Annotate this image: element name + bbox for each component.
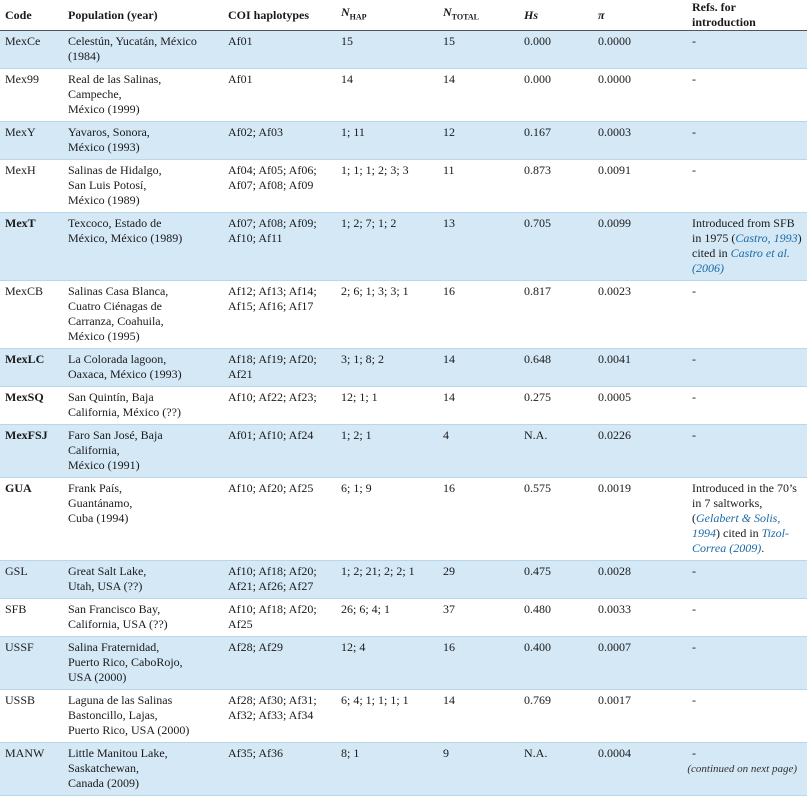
cell-population (63, 349, 223, 387)
cell-nhap: 1; 11 (336, 122, 438, 160)
cell-pi: 0.0226 (593, 425, 687, 478)
cell-ntotal: 11 (438, 160, 519, 213)
cell-population-line: Yavaros, Sonora, (68, 125, 150, 139)
header-nhap-main: N (341, 5, 350, 20)
cell-population (63, 31, 223, 69)
cell-population-line: México (1989) (68, 193, 140, 207)
table-row (0, 637, 807, 690)
cell-hs: 0.705 (519, 213, 593, 281)
cell-code: SFB (0, 599, 63, 637)
citation-link[interactable]: Castro et al. (2006) (692, 246, 790, 275)
cell-ntotal: 16 (438, 281, 519, 349)
header-refs: Refs. for introduction (687, 0, 807, 31)
cell-pi: 0.0000 (593, 31, 687, 69)
cell-code: MexCB (0, 281, 63, 349)
cell-refs (687, 213, 807, 281)
cell-coi-line: Af02; Af03 (228, 125, 283, 139)
cell-coi-line: Af12; Af13; Af14; (228, 284, 317, 298)
cell-hs: 0.275 (519, 387, 593, 425)
table-row (0, 478, 807, 561)
cell-pi: 0.0028 (593, 561, 687, 599)
ref-text: - (692, 352, 696, 366)
cell-coi (223, 31, 336, 69)
ref-text: - (692, 163, 696, 177)
cell-population-line: México (1999) (68, 102, 140, 116)
cell-coi-line: Af07; Af08; Af09; (228, 216, 317, 230)
cell-pi: 0.0003 (593, 122, 687, 160)
cell-ntotal: 37 (438, 599, 519, 637)
cell-ntotal: 15 (438, 31, 519, 69)
cell-refs (687, 561, 807, 599)
ref-text: - (692, 125, 696, 139)
cell-population-line: Utah, USA (??) (68, 579, 143, 593)
cell-nhap: 1; 2; 21; 2; 2; 1 (336, 561, 438, 599)
cell-nhap: 1; 1; 1; 2; 3; 3 (336, 160, 438, 213)
cell-pi: 0.0023 (593, 281, 687, 349)
cell-refs (687, 690, 807, 743)
cell-ntotal: 14 (438, 349, 519, 387)
cell-refs (687, 69, 807, 122)
ref-text: - (692, 746, 696, 760)
cell-hs: 0.480 (519, 599, 593, 637)
cell-population-line: Faro San José, Baja (68, 428, 163, 442)
cell-population (63, 743, 223, 796)
table-row (0, 387, 807, 425)
cell-code: MANW (0, 743, 63, 796)
cell-population-line: Frank País, (68, 481, 122, 495)
cell-population-line: Canada (2009) (68, 776, 139, 790)
cell-population-line: San Luis Potosí, (68, 178, 147, 192)
cell-hs: 0.769 (519, 690, 593, 743)
cell-nhap: 3; 1; 8; 2 (336, 349, 438, 387)
header-hs (519, 0, 593, 31)
cell-ntotal: 16 (438, 478, 519, 561)
cell-hs: N.A. (519, 425, 593, 478)
header-nhap (336, 0, 438, 31)
cell-population-line: Little Manitou Lake, (68, 746, 168, 760)
cell-coi-line: Af01 (228, 34, 253, 48)
ref-text: - (692, 72, 696, 86)
table-row (0, 743, 807, 796)
cell-coi-line: Af10; Af18; Af20; (228, 564, 317, 578)
cell-population (63, 387, 223, 425)
cell-population-line: San Francisco Bay, (68, 602, 161, 616)
cell-nhap: 8; 1 (336, 743, 438, 796)
cell-population (63, 599, 223, 637)
cell-population-line: Puerto Rico, USA (2000) (68, 723, 190, 737)
cell-population-line: Great Salt Lake, (68, 564, 147, 578)
cell-hs: 0.400 (519, 637, 593, 690)
cell-ntotal: 16 (438, 637, 519, 690)
cell-code: MexH (0, 160, 63, 213)
cell-ntotal: 14 (438, 69, 519, 122)
cell-code: MexT (0, 213, 63, 281)
cell-nhap: 14 (336, 69, 438, 122)
cell-nhap: 12; 4 (336, 637, 438, 690)
cell-coi (223, 213, 336, 281)
cell-population-line: Salina Fraternidad, (68, 640, 160, 654)
ref-text: - (692, 602, 696, 616)
ref-text: - (692, 284, 696, 298)
cell-refs (687, 122, 807, 160)
cell-coi-line: Af28; Af30; Af31; (228, 693, 317, 707)
cell-code: GUA (0, 478, 63, 561)
cell-coi-line: Af07; Af08; Af09 (228, 178, 314, 192)
table-row (0, 122, 807, 160)
cell-population-line: México (1991) (68, 458, 140, 472)
cell-population-line: Salinas de Hidalgo, (68, 163, 162, 177)
ref-text: ) cited in (692, 231, 802, 260)
cell-hs: 0.000 (519, 69, 593, 122)
cell-pi: 0.0005 (593, 387, 687, 425)
table-row (0, 213, 807, 281)
cell-population-line: Bastoncillo, Lajas, (68, 708, 158, 722)
cell-population (63, 160, 223, 213)
cell-coi-line: Af04; Af05; Af06; (228, 163, 317, 177)
ref-text: Introduced from SFB in 1975 ( (692, 216, 795, 245)
cell-hs: N.A. (519, 743, 593, 796)
cell-population (63, 213, 223, 281)
cell-population (63, 122, 223, 160)
cell-refs (687, 281, 807, 349)
cell-coi-line: Af18; Af19; Af20; (228, 352, 317, 366)
cell-population-line: Texcoco, Estado de (68, 216, 162, 230)
ref-text: - (692, 640, 696, 654)
cell-nhap: 1; 2; 7; 1; 2 (336, 213, 438, 281)
cell-population-line: Celestún, Yucatán, México (68, 34, 197, 48)
cell-population-line: Guantánamo, (68, 496, 133, 510)
ref-text: ) cited in (716, 526, 762, 540)
cell-pi: 0.0041 (593, 349, 687, 387)
cell-coi-line: Af10; Af18; Af20; (228, 602, 317, 616)
cell-population (63, 690, 223, 743)
cell-population-line: USA (2000) (68, 670, 127, 684)
ref-text: - (692, 390, 696, 404)
cell-code: USSF (0, 637, 63, 690)
cell-refs (687, 425, 807, 478)
cell-coi (223, 561, 336, 599)
header-coi: COI haplotypes (223, 0, 336, 31)
table-row (0, 31, 807, 69)
cell-population-line: Real de las Salinas, (68, 72, 162, 86)
cell-pi: 0.0000 (593, 69, 687, 122)
cell-refs (687, 599, 807, 637)
cell-coi (223, 122, 336, 160)
cell-population-line: Campeche, (68, 87, 122, 101)
cell-coi (223, 637, 336, 690)
cell-population (63, 69, 223, 122)
cell-coi-line: Af10; Af11 (228, 231, 283, 245)
cell-population-line: México (1993) (68, 140, 140, 154)
cell-population-line: La Colorada lagoon, (68, 352, 167, 366)
cell-coi (223, 690, 336, 743)
cell-coi-line: Af10; Af22; Af23; (228, 390, 317, 404)
cell-coi (223, 599, 336, 637)
table-row (0, 561, 807, 599)
cell-population (63, 281, 223, 349)
ref-text: . (761, 541, 765, 555)
cell-ntotal: 14 (438, 690, 519, 743)
cell-coi (223, 387, 336, 425)
ref-text: - (692, 428, 696, 442)
cell-population-line: México (1995) (68, 329, 140, 343)
cell-refs (687, 160, 807, 213)
cell-refs (687, 387, 807, 425)
ref-text: - (692, 34, 696, 48)
cell-code: MexFSJ (0, 425, 63, 478)
cell-nhap: 1; 2; 1 (336, 425, 438, 478)
cell-coi-line: Af10; Af20; Af25 (228, 481, 314, 495)
cell-population-line: Puerto Rico, CaboRojo, (68, 655, 183, 669)
cell-population-line: Oaxaca, México (1993) (68, 367, 182, 381)
cell-coi-line: Af35; Af36 (228, 746, 283, 760)
table-row (0, 690, 807, 743)
cell-refs (687, 349, 807, 387)
cell-population-line: Carranza, Coahuila, (68, 314, 164, 328)
cell-coi (223, 349, 336, 387)
table-row (0, 160, 807, 213)
cell-hs: 0.167 (519, 122, 593, 160)
cell-code: Mex99 (0, 69, 63, 122)
cell-coi-line: Af21 (228, 367, 253, 381)
ref-text: Introduced in the 70’s in 7 saltworks, ( (692, 481, 797, 525)
header-pi (593, 0, 687, 31)
cell-code: MexY (0, 122, 63, 160)
cell-coi-line: Af28; Af29 (228, 640, 283, 654)
header-row (0, 0, 807, 31)
cell-code: USSB (0, 690, 63, 743)
cell-coi (223, 69, 336, 122)
cell-code: GSL (0, 561, 63, 599)
cell-code: MexSQ (0, 387, 63, 425)
cell-coi (223, 160, 336, 213)
table-row (0, 69, 807, 122)
table-row (0, 281, 807, 349)
cell-nhap: 6; 4; 1; 1; 1; 1 (336, 690, 438, 743)
ref-text: - (692, 693, 696, 707)
header-pi-text: π (598, 7, 605, 22)
cell-hs: 0.817 (519, 281, 593, 349)
cell-coi (223, 281, 336, 349)
cell-pi: 0.0033 (593, 599, 687, 637)
citation-link[interactable]: Tizol-Correa (2009) (692, 526, 790, 555)
table-body (0, 31, 807, 796)
cell-population (63, 561, 223, 599)
header-ntotal-sub: TOTAL (451, 12, 479, 22)
header-hs-text: Hs (524, 7, 539, 22)
cell-pi: 0.0099 (593, 213, 687, 281)
cell-refs (687, 31, 807, 69)
cell-population (63, 637, 223, 690)
cell-population-line: California, USA (??) (68, 617, 168, 631)
cell-population-line: México, México (1989) (68, 231, 183, 245)
cell-hs: 0.475 (519, 561, 593, 599)
cell-pi: 0.0007 (593, 637, 687, 690)
cell-coi-line: Af21; Af26; Af27 (228, 579, 314, 593)
cell-population-line: Saskatchewan, (68, 761, 139, 775)
cell-coi (223, 743, 336, 796)
citation-link[interactable]: Gelabert & Solis, 1994 (692, 511, 781, 540)
cell-code: MexCe (0, 31, 63, 69)
cell-ntotal: 12 (438, 122, 519, 160)
cell-coi-line: Af01; Af10; Af24 (228, 428, 314, 442)
table-row (0, 599, 807, 637)
cell-population-line: California, México (??) (68, 405, 181, 419)
cell-pi: 0.0091 (593, 160, 687, 213)
table-row (0, 349, 807, 387)
cell-code: MexLC (0, 349, 63, 387)
cell-population (63, 425, 223, 478)
cell-hs: 0.648 (519, 349, 593, 387)
cell-coi-line: Af32; Af33; Af34 (228, 708, 314, 722)
cell-hs: 0.575 (519, 478, 593, 561)
cell-nhap: 12; 1; 1 (336, 387, 438, 425)
cell-ntotal: 4 (438, 425, 519, 478)
cell-coi (223, 478, 336, 561)
cell-population (63, 478, 223, 561)
header-nhap-sub: HAP (349, 12, 367, 22)
cell-population-line: (1984) (68, 49, 100, 63)
cell-refs (687, 478, 807, 561)
table-row (0, 425, 807, 478)
cell-pi: 0.0017 (593, 690, 687, 743)
cell-nhap: 6; 1; 9 (336, 478, 438, 561)
continuation-note: (continued on next page) (687, 763, 797, 775)
cell-ntotal: 14 (438, 387, 519, 425)
cell-nhap: 2; 6; 1; 3; 3; 1 (336, 281, 438, 349)
cell-ntotal: 13 (438, 213, 519, 281)
cell-hs: 0.000 (519, 31, 593, 69)
citation-link[interactable]: Castro, 1993 (735, 231, 798, 245)
cell-population-line: Laguna de las Salinas (68, 693, 173, 707)
cell-population-line: California, (68, 443, 120, 457)
cell-nhap: 15 (336, 31, 438, 69)
cell-coi-line: Af25 (228, 617, 253, 631)
header-population: Population (year) (63, 0, 223, 31)
cell-nhap: 26; 6; 4; 1 (336, 599, 438, 637)
cell-population-line: Cuba (1994) (68, 511, 129, 525)
cell-refs (687, 637, 807, 690)
cell-pi: 0.0019 (593, 478, 687, 561)
cell-pi: 0.0004 (593, 743, 687, 796)
ref-text: - (692, 564, 696, 578)
header-code: Code (0, 0, 63, 31)
cell-ntotal: 9 (438, 743, 519, 796)
cell-hs: 0.873 (519, 160, 593, 213)
cell-coi (223, 425, 336, 478)
cell-coi-line: Af01 (228, 72, 253, 86)
header-ntotal (438, 0, 519, 31)
cell-ntotal: 29 (438, 561, 519, 599)
header-ntotal-main: N (443, 5, 452, 20)
cell-population-line: Salinas Casa Blanca, (68, 284, 169, 298)
cell-coi-line: Af15; Af16; Af17 (228, 299, 314, 313)
cell-population-line: San Quintín, Baja (68, 390, 154, 404)
cell-population-line: Cuatro Ciénagas de (68, 299, 162, 313)
